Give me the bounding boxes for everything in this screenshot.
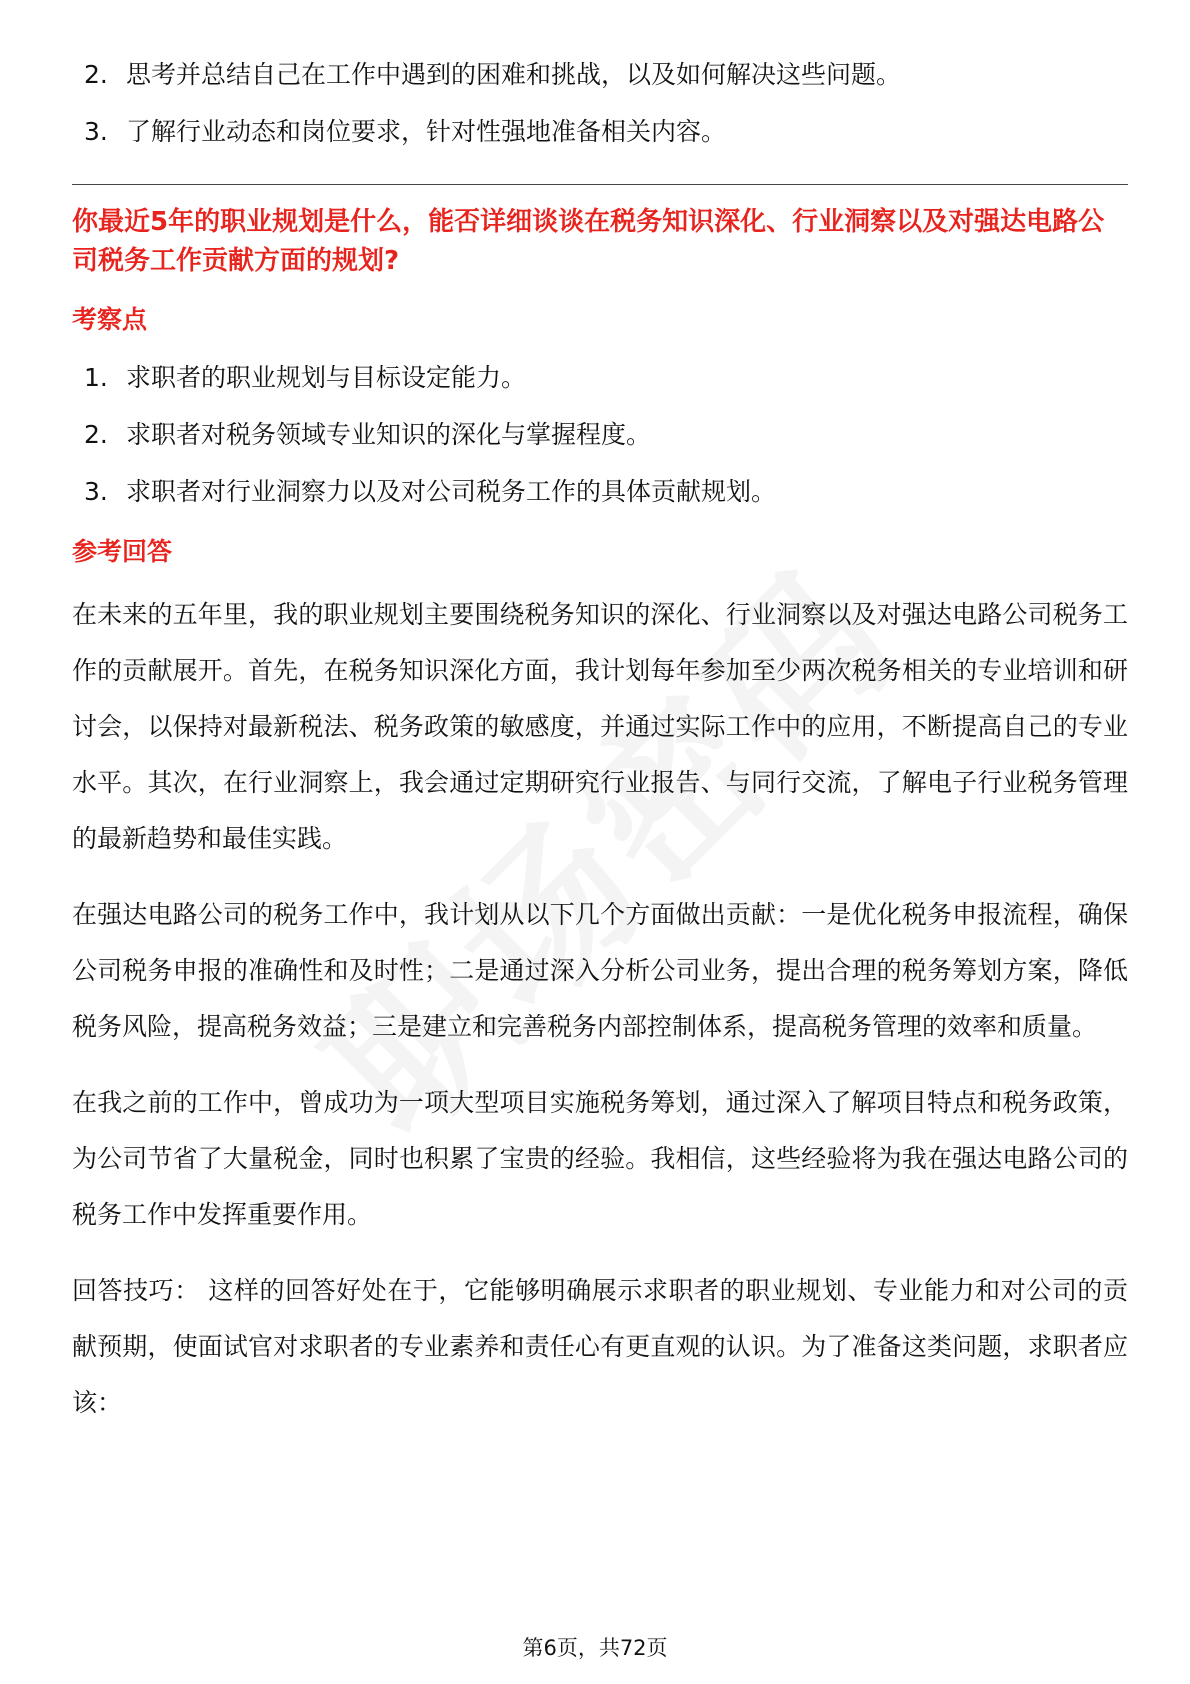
- answer-heading: 参考回答: [72, 537, 173, 566]
- list-number: 3.: [84, 477, 108, 506]
- list-number: 2.: [84, 420, 108, 449]
- list-number: 3.: [84, 117, 108, 146]
- list-number: 2.: [84, 60, 108, 89]
- list-item: [72, 475, 1128, 509]
- answer-paragraph: 在未来的五年里，我的职业规划主要围绕税务知识的深化、行业洞察以及对强达电路公司税务工作的贡献展开。首先，在税务知识深化方面，我计划每年参加至少两次税务相关的专业培训和研讨会，以保持对最新税法、税务政策的敏感度，并通过实际工作中的应用，不断提高自己的专业水平。其次，在行业洞察上，我会通过定期研究行业报告、与同行交流，了解电子行业税务管理的最新趋势和最佳实践。: [72, 600, 1128, 853]
- assessment-heading: 考察点: [72, 305, 148, 334]
- list-item-text: 思考并总结自己在工作中遇到的困难和挑战，以及如何解决这些问题。: [126, 60, 902, 89]
- answer-tips-paragraph: 回答技巧： 这样的回答好处在于，它能够明确展示求职者的职业规划、专业能力和对公司的贡献预期，使面试官对求职者的专业素养和责任心有更直观的认识。为了准备这类问题，求职者应该：: [72, 1276, 1128, 1417]
- answer-paragraph: 在强达电路公司的税务工作中，我计划从以下几个方面做出贡献：一是优化税务申报流程，确保公司税务申报的准确性和及时性；二是通过深入分析公司业务，提出合理的税务筹划方案，降低税务风险，提高税务效益；三是建立和完善税务内部控制体系，提高税务管理的效率和质量。: [72, 900, 1128, 1041]
- list-item-text: 求职者对税务领域专业知识的深化与掌握程度。: [126, 420, 652, 449]
- list-number: 1.: [84, 363, 108, 392]
- list-item: [72, 115, 1128, 149]
- list-item: [72, 418, 1128, 452]
- list-item: [72, 361, 1128, 395]
- previous-tips-list: [72, 58, 1128, 149]
- answer-paragraph: 在我之前的工作中，曾成功为一项大型项目实施税务筹划，通过深入了解项目特点和税务政策，为公司节省了大量税金，同时也积累了宝贵的经验。我相信，这些经验将为我在强达电路公司的税务工作中发挥重要作用。: [72, 1088, 1128, 1229]
- assessment-list: [72, 361, 1128, 509]
- section-divider: [72, 184, 1128, 185]
- list-item-text: 了解行业动态和岗位要求，针对性强地准备相关内容。: [126, 117, 727, 146]
- question-title: 你最近5年的职业规划是什么，能否详细谈谈在税务知识深化、行业洞察以及对强达电路公司税务工作贡献方面的规划?: [72, 207, 1105, 276]
- list-item-text: 求职者的职业规划与目标设定能力。: [126, 363, 527, 392]
- page-footer: 第6页，共72页: [522, 1636, 668, 1660]
- page-content: [72, 58, 1128, 1451]
- list-item: [72, 58, 1128, 92]
- list-item-text: 求职者对行业洞察力以及对公司税务工作的具体贡献规划。: [126, 477, 777, 506]
